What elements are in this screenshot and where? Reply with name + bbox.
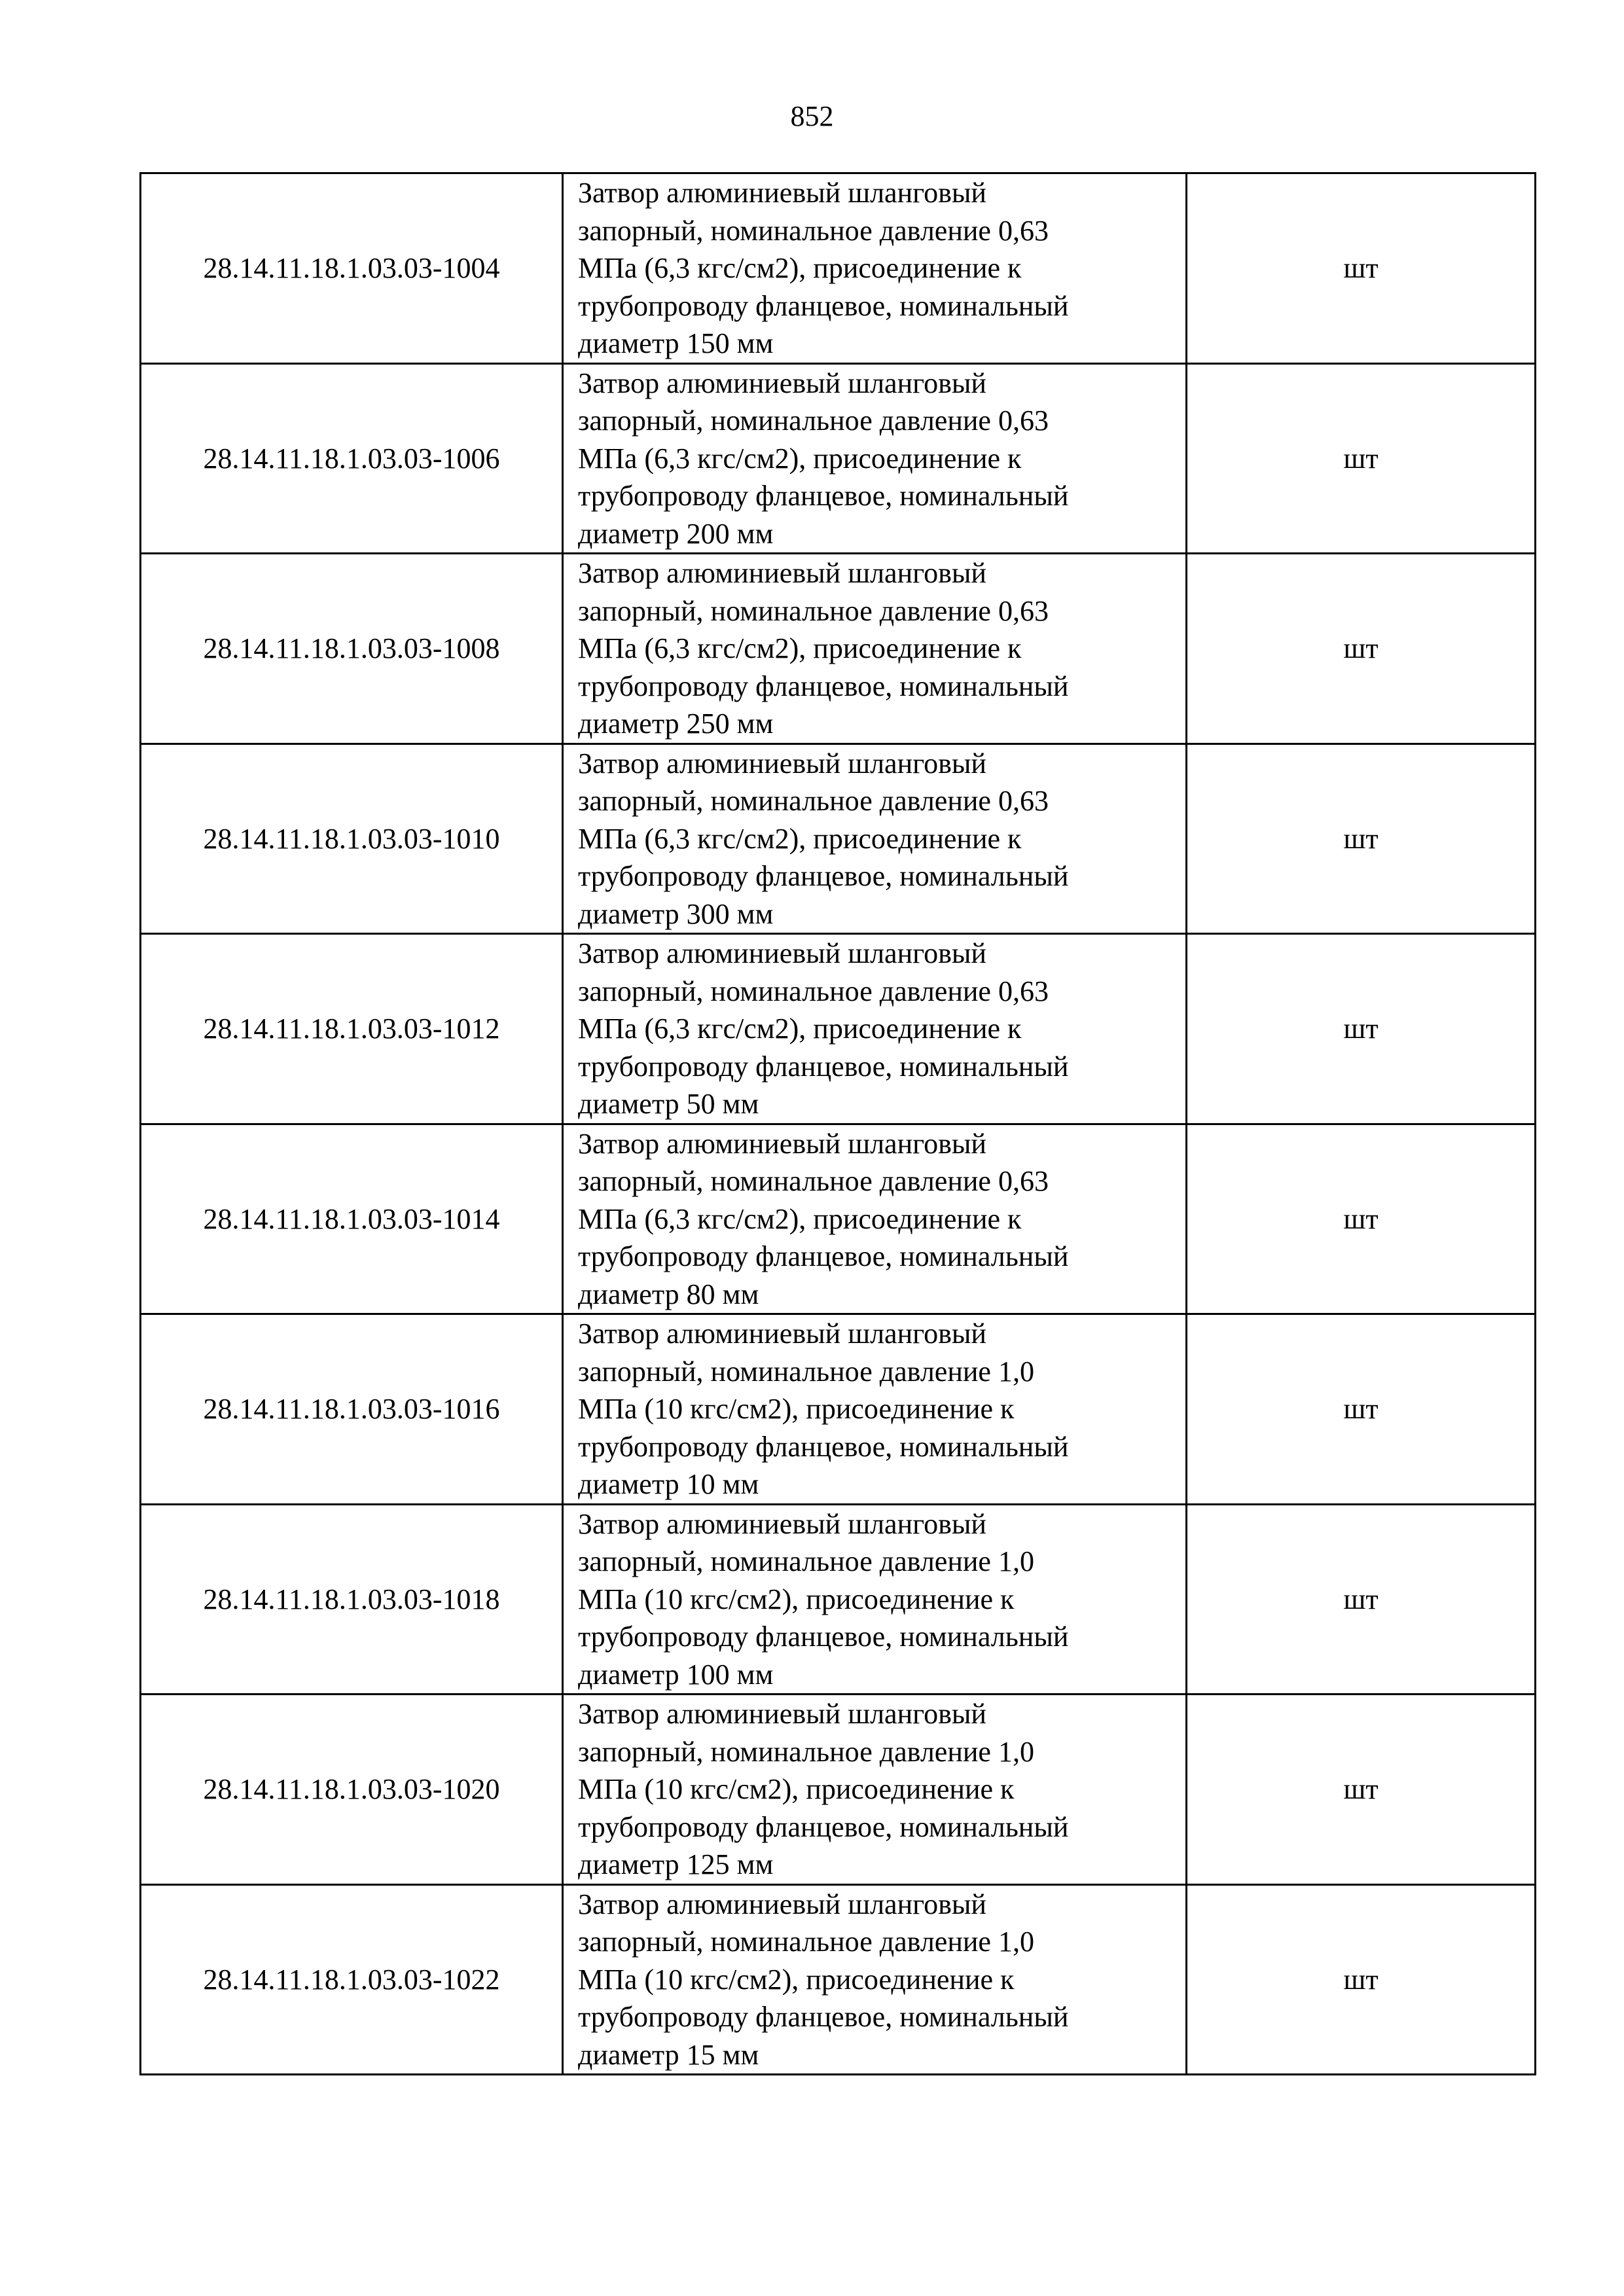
table-row — [141, 173, 1536, 364]
description-line: запорный, номинальное давление 1,0 — [578, 1926, 1034, 1958]
description-line: диаметр 150 мм — [578, 327, 774, 359]
description-line: трубопроводу фланцевое, номинальный — [578, 1621, 1069, 1653]
page-number: 852 — [790, 100, 834, 132]
table-row — [141, 554, 1536, 744]
description-line: диаметр 100 мм — [578, 1658, 774, 1691]
description-line: диаметр 125 мм — [578, 1848, 774, 1880]
description-line: диаметр 50 мм — [578, 1088, 759, 1120]
description-line: МПа (10 кгс/см2), присоединение к — [578, 1583, 1015, 1615]
description-line: Затвор алюминиевый шланговый — [578, 937, 986, 969]
description-line: трубопроводу фланцевое, номинальный — [578, 1240, 1069, 1272]
description-line: МПа (6,3 кгс/см2), присоединение к — [578, 442, 1022, 475]
description-line: запорный, номинальное давление 1,0 — [578, 1545, 1034, 1577]
resource-table — [139, 172, 1536, 2075]
resource-code-cell: 28.14.11.18.1.03.03-1020 — [141, 1695, 563, 1885]
description-line: запорный, номинальное давление 0,63 — [578, 404, 1049, 437]
description-line: МПа (10 кгс/см2), присоединение к — [578, 1393, 1015, 1425]
description-line: трубопроводу фланцевое, номинальный — [578, 1050, 1069, 1083]
description-line: диаметр 80 мм — [578, 1278, 759, 1310]
description-line: Затвор алюминиевый шланговый — [578, 1127, 986, 1160]
description-line: трубопроводу фланцевое, номинальный — [578, 289, 1069, 322]
resource-description-cell — [563, 554, 1187, 744]
description-line: диаметр 200 мм — [578, 517, 774, 550]
description-line: МПа (6,3 кгс/см2), присоединение к — [578, 632, 1022, 664]
unit-cell: шт — [1187, 554, 1536, 744]
resource-code-cell: 28.14.11.18.1.03.03-1014 — [141, 1124, 563, 1314]
resource-description-cell — [563, 1504, 1187, 1695]
description-line: трубопроводу фланцевое, номинальный — [578, 1430, 1069, 1463]
resource-code-cell: 28.14.11.18.1.03.03-1006 — [141, 363, 563, 554]
description-line: МПа (6,3 кгс/см2), присоединение к — [578, 822, 1022, 855]
description-line: запорный, номинальное давление 0,63 — [578, 214, 1049, 247]
unit-cell: шт — [1187, 173, 1536, 364]
unit-cell: шт — [1187, 934, 1536, 1124]
description-line: диаметр 250 мм — [578, 708, 774, 740]
description-line: трубопроводу фланцевое, номинальный — [578, 670, 1069, 702]
resource-code-cell: 28.14.11.18.1.03.03-1008 — [141, 554, 563, 744]
resource-code-cell: 28.14.11.18.1.03.03-1004 — [141, 173, 563, 364]
resource-description-cell — [563, 934, 1187, 1124]
description-line: МПа (10 кгс/см2), присоединение к — [578, 1773, 1015, 1805]
unit-cell: шт — [1187, 1124, 1536, 1314]
description-line: Затвор алюминиевый шланговый — [578, 747, 986, 780]
description-line: Затвор алюминиевый шланговый — [578, 1318, 986, 1350]
unit-cell: шт — [1187, 744, 1536, 934]
description-line: запорный, номинальное давление 1,0 — [578, 1355, 1034, 1388]
table-row — [141, 1504, 1536, 1695]
resource-code-cell: 28.14.11.18.1.03.03-1010 — [141, 744, 563, 934]
description-line: трубопроводу фланцевое, номинальный — [578, 1810, 1069, 1843]
resource-code-cell: 28.14.11.18.1.03.03-1022 — [141, 1884, 563, 2075]
description-line: Затвор алюминиевый шланговый — [578, 367, 986, 399]
resource-description-cell — [563, 173, 1187, 364]
unit-cell: шт — [1187, 1884, 1536, 2075]
table-row — [141, 744, 1536, 934]
description-line: МПа (6,3 кгс/см2), присоединение к — [578, 1202, 1022, 1235]
description-line: запорный, номинальное давление 0,63 — [578, 975, 1049, 1007]
description-line: трубопроводу фланцевое, номинальный — [578, 860, 1069, 892]
table-row — [141, 1124, 1536, 1314]
resource-description-cell — [563, 363, 1187, 554]
description-line: диаметр 15 мм — [578, 2038, 759, 2071]
resource-code-cell: 28.14.11.18.1.03.03-1016 — [141, 1314, 563, 1505]
description-line: Затвор алюминиевый шланговый — [578, 177, 986, 209]
unit-cell: шт — [1187, 1695, 1536, 1885]
resource-description-cell — [563, 1314, 1187, 1505]
resource-description-cell — [563, 1695, 1187, 1885]
table-body — [141, 173, 1536, 2075]
resource-description-cell — [563, 1884, 1187, 2075]
description-line: Затвор алюминиевый шланговый — [578, 557, 986, 589]
description-line: Затвор алюминиевый шланговый — [578, 1507, 986, 1540]
description-line: запорный, номинальное давление 0,63 — [578, 1165, 1049, 1197]
description-line: МПа (6,3 кгс/см2), присоединение к — [578, 1013, 1022, 1045]
table-row — [141, 1314, 1536, 1505]
description-line: МПа (6,3 кгс/см2), присоединение к — [578, 252, 1022, 284]
description-line: трубопроводу фланцевое, номинальный — [578, 480, 1069, 512]
table-row — [141, 1884, 1536, 2075]
description-line: запорный, номинальное давление 0,63 — [578, 785, 1049, 817]
description-line: диаметр 10 мм — [578, 1468, 759, 1500]
resource-description-cell — [563, 1124, 1187, 1314]
description-line: Затвор алюминиевый шланговый — [578, 1698, 986, 1730]
table-row — [141, 934, 1536, 1124]
resource-code-cell: 28.14.11.18.1.03.03-1012 — [141, 934, 563, 1124]
unit-cell: шт — [1187, 1314, 1536, 1505]
resource-code-cell: 28.14.11.18.1.03.03-1018 — [141, 1504, 563, 1695]
unit-cell: шт — [1187, 363, 1536, 554]
description-line: МПа (10 кгс/см2), присоединение к — [578, 1963, 1015, 1996]
description-line: трубопроводу фланцевое, номинальный — [578, 2001, 1069, 2033]
resource-description-cell — [563, 744, 1187, 934]
table-row — [141, 1695, 1536, 1885]
description-line: Затвор алюминиевый шланговый — [578, 1888, 986, 1920]
description-line: запорный, номинальное давление 0,63 — [578, 594, 1049, 627]
table-row — [141, 363, 1536, 554]
unit-cell: шт — [1187, 1504, 1536, 1695]
description-line: запорный, номинальное давление 1,0 — [578, 1735, 1034, 1768]
description-line: диаметр 300 мм — [578, 897, 774, 930]
